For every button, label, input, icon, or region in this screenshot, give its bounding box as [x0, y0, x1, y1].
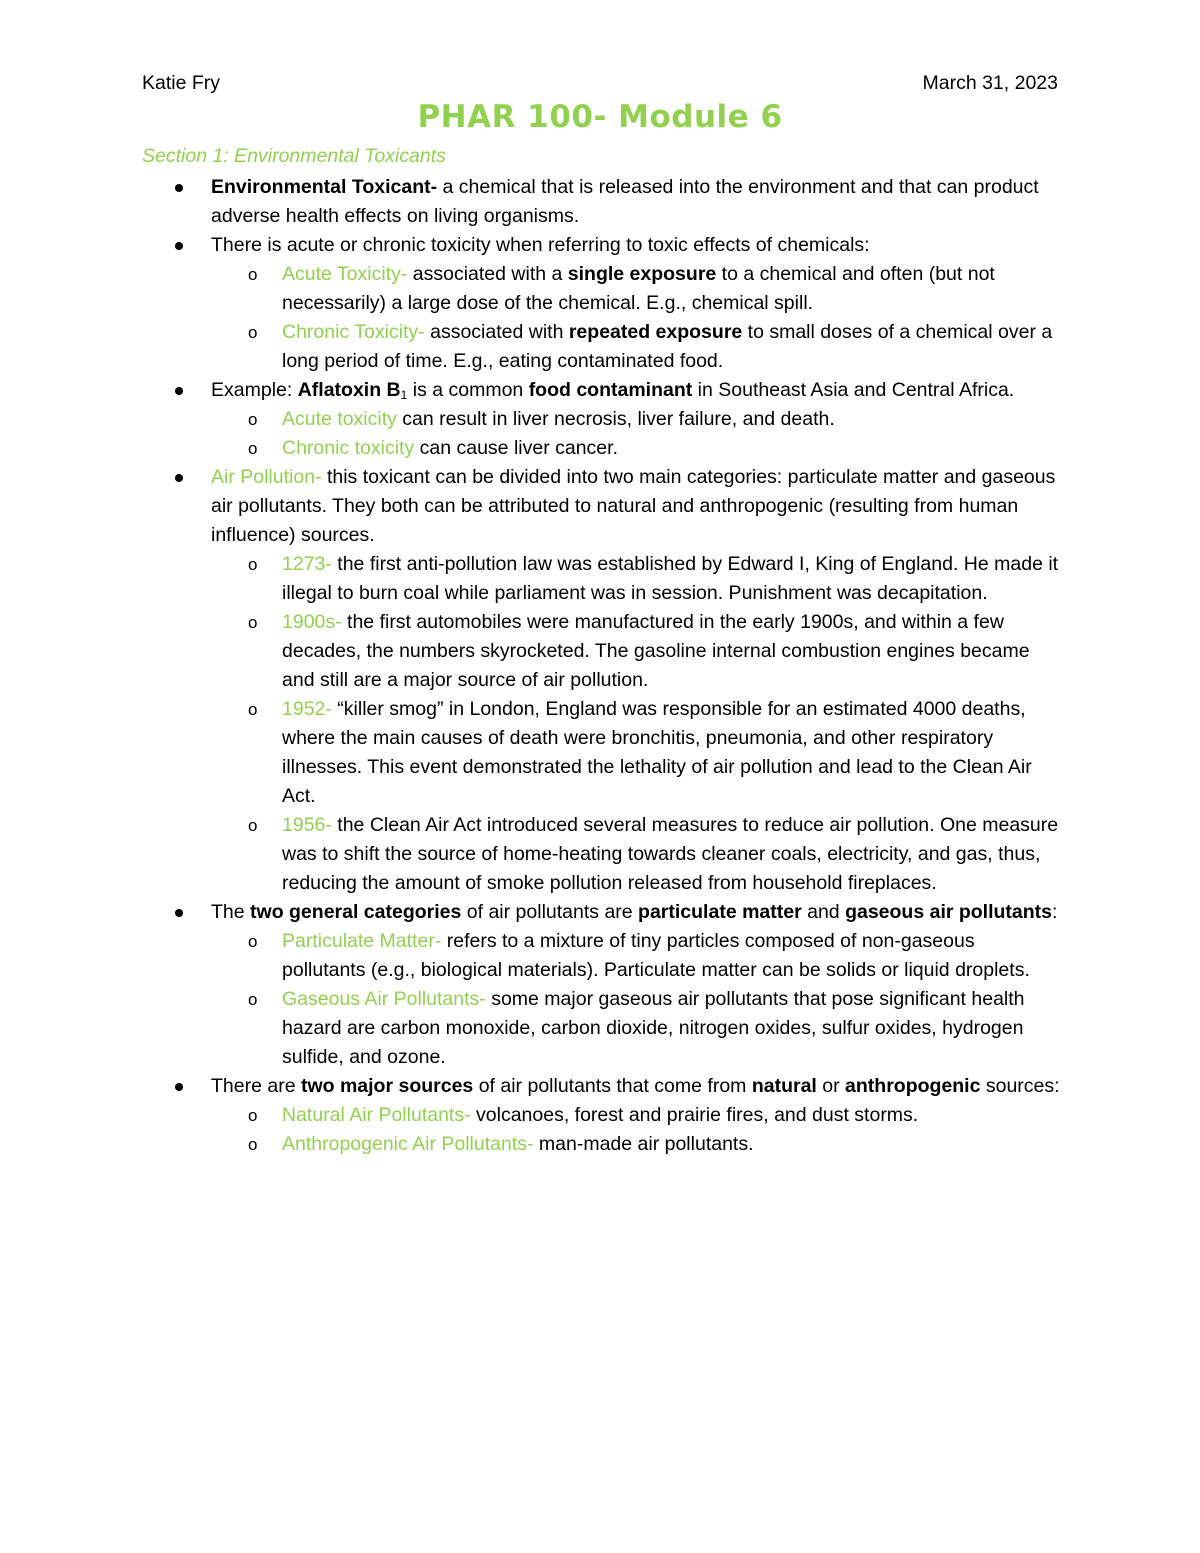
- emphasis: particulate matter: [638, 901, 802, 923]
- item-text: can result in liver necrosis, liver failure, and death.: [396, 408, 835, 430]
- list-item-environmental-toxicant: [142, 173, 1062, 231]
- item-text: the first automobiles were manufactured in the early 1900s, and within a few decades, the numbers skyrocketed. The gasoline internal combustion engines became and still are a major source of air pollution.: [282, 611, 1030, 691]
- sub-list: [142, 550, 1062, 898]
- item-text: is a common: [407, 379, 529, 401]
- emphasis: single exposure: [567, 263, 717, 285]
- bullet-icon: [174, 463, 184, 492]
- item-text: in Southeast Asia and Central Africa.: [692, 379, 1015, 401]
- item-text: associated with a: [407, 263, 568, 285]
- sub-bullet-icon: o: [248, 265, 258, 284]
- subscript: 1: [400, 388, 408, 402]
- sub-bullet-icon: o: [248, 1106, 258, 1125]
- sub-item-natural-pollutants: [142, 1101, 1062, 1130]
- bullet-icon: [174, 231, 184, 260]
- term: Chronic toxicity: [282, 437, 415, 459]
- sub-list: [142, 927, 1062, 1072]
- emphasis: repeated exposure: [568, 321, 743, 343]
- sub-item-chronic-toxicity: [142, 318, 1062, 376]
- item-text: Example:: [211, 379, 298, 401]
- sub-bullet-icon: o: [248, 323, 258, 342]
- item-text: :: [1052, 901, 1058, 923]
- item-text: “killer smog” in London, England was responsible for an estimated 4000 deaths, where the main causes of death were bronchitis, pneumonia, and other respiratory illnesses. This event demonstrated the lethality of air pollution and lead to the Clean Air Act.: [282, 698, 1032, 807]
- item-text: associated with: [424, 321, 569, 343]
- term: 1273-: [282, 553, 332, 575]
- sub-bullet-icon: o: [248, 410, 258, 429]
- bullet-icon: [174, 173, 184, 202]
- emphasis: two major sources: [300, 1075, 474, 1097]
- section-heading: Section 1: Environmental Toxicants: [142, 145, 446, 167]
- sub-list: [142, 405, 1062, 463]
- sub-bullet-icon: o: [248, 439, 258, 458]
- bullet-icon: [174, 898, 184, 927]
- term: 1900s-: [282, 611, 342, 633]
- bullet-icon: [174, 376, 184, 405]
- term: Air Pollution-: [211, 466, 322, 488]
- term: Acute toxicity: [282, 408, 397, 430]
- sub-item-gaseous-pollutants: [142, 985, 1062, 1072]
- item-text: man-made air pollutants.: [533, 1133, 754, 1155]
- item-text: There is acute or chronic toxicity when referring to toxic effects of chemicals:: [211, 234, 870, 256]
- item-text: of air pollutants that come from: [473, 1075, 752, 1097]
- item-text: this toxicant can be divided into two main categories: particulate matter and gaseous air pollutants. They both can be attributed to natural and anthropogenic (resulting from human influence) sources.: [211, 466, 1056, 546]
- term: Particulate Matter-: [282, 930, 442, 952]
- item-text: the first anti-pollution law was established by Edward I, King of England. He made it illegal to burn coal while parliament was in session. Punishment was decapitation.: [282, 553, 1059, 604]
- sub-bullet-icon: o: [248, 555, 258, 574]
- sub-list: [142, 260, 1062, 376]
- sub-bullet-icon: o: [248, 990, 258, 1009]
- sub-item-1273: [142, 550, 1062, 608]
- term: Natural Air Pollutants-: [282, 1104, 471, 1126]
- item-text: a chemical that is released into the environment and that can product adverse health effects on living organisms.: [211, 176, 1039, 227]
- term: 1952-: [282, 698, 332, 720]
- sub-item-1900s: [142, 608, 1062, 695]
- sub-item-1956: [142, 811, 1062, 898]
- emphasis: gaseous air pollutants: [845, 901, 1053, 923]
- emphasis: food contaminant: [528, 379, 693, 401]
- item-text: of air pollutants are: [461, 901, 639, 923]
- item-text: to small doses of a chemical over a long period of time. E.g., eating contaminated food.: [282, 321, 1053, 372]
- sub-item-anthropogenic-pollutants: [142, 1130, 1062, 1159]
- item-text: sources:: [980, 1075, 1060, 1097]
- document-title: PHAR 100- Module 6: [417, 99, 783, 135]
- sub-bullet-icon: o: [248, 613, 258, 632]
- item-text: The: [211, 901, 251, 923]
- term: Anthropogenic Air Pollutants-: [282, 1133, 534, 1155]
- sub-list: [142, 1101, 1062, 1159]
- term: Acute Toxicity-: [282, 263, 408, 285]
- main-bullet-list: [142, 173, 1062, 1159]
- item-text: some major gaseous air pollutants that pose significant health hazard are carbon monoxide, carbon dioxide, nitrogen oxides, sulfur oxides, hydrogen sulfide, and ozone.: [282, 988, 1025, 1068]
- item-text: refers to a mixture of tiny particles composed of non-gaseous pollutants (e.g., biological materials). Particulate matter can be solids or liquid droplets.: [282, 930, 1030, 981]
- list-item-toxicity-types: [142, 231, 1062, 376]
- list-item-pollutant-categories: [142, 898, 1062, 1072]
- notes-content: [142, 173, 1062, 1159]
- item-text: and: [801, 901, 846, 923]
- term: Environmental Toxicant-: [211, 176, 438, 198]
- emphasis: anthropogenic: [845, 1075, 981, 1097]
- item-text: There are: [211, 1075, 301, 1097]
- sub-item-acute: [142, 405, 1062, 434]
- sub-bullet-icon: o: [248, 700, 258, 719]
- document-date: March 31, 2023: [922, 72, 1058, 94]
- sub-item-acute-toxicity: [142, 260, 1062, 318]
- item-text: the Clean Air Act introduced several measures to reduce air pollution. One measure was to shift the source of home-heating towards cleaner coals, electricity, and gas, thus, reducing the amount of smoke pollution released from household fireplaces.: [282, 814, 1059, 894]
- bullet-icon: [174, 1072, 184, 1101]
- sub-bullet-icon: o: [248, 816, 258, 835]
- author-name: Katie Fry: [142, 72, 221, 94]
- item-text: to a chemical and often (but not necessarily) a large dose of the chemical. E.g., chemical spill.: [282, 263, 995, 314]
- page-header: [142, 72, 1058, 95]
- term: 1956-: [282, 814, 332, 836]
- term: Chronic Toxicity-: [282, 321, 425, 343]
- emphasis: Aflatoxin B: [297, 379, 401, 401]
- list-item-air-pollution: [142, 463, 1062, 898]
- sub-item-1952: [142, 695, 1062, 811]
- emphasis: two general categories: [250, 901, 462, 923]
- term: Gaseous Air Pollutants-: [282, 988, 486, 1010]
- item-text: or: [816, 1075, 846, 1097]
- item-text: volcanoes, forest and prairie fires, and dust storms.: [470, 1104, 919, 1126]
- list-item-aflatoxin-example: [142, 376, 1062, 463]
- list-item-pollutant-sources: [142, 1072, 1062, 1159]
- sub-item-chronic: [142, 434, 1062, 463]
- emphasis: natural: [751, 1075, 817, 1097]
- item-text: can cause liver cancer.: [414, 437, 618, 459]
- sub-bullet-icon: o: [248, 932, 258, 951]
- sub-bullet-icon: o: [248, 1135, 258, 1154]
- sub-item-particulate-matter: [142, 927, 1062, 985]
